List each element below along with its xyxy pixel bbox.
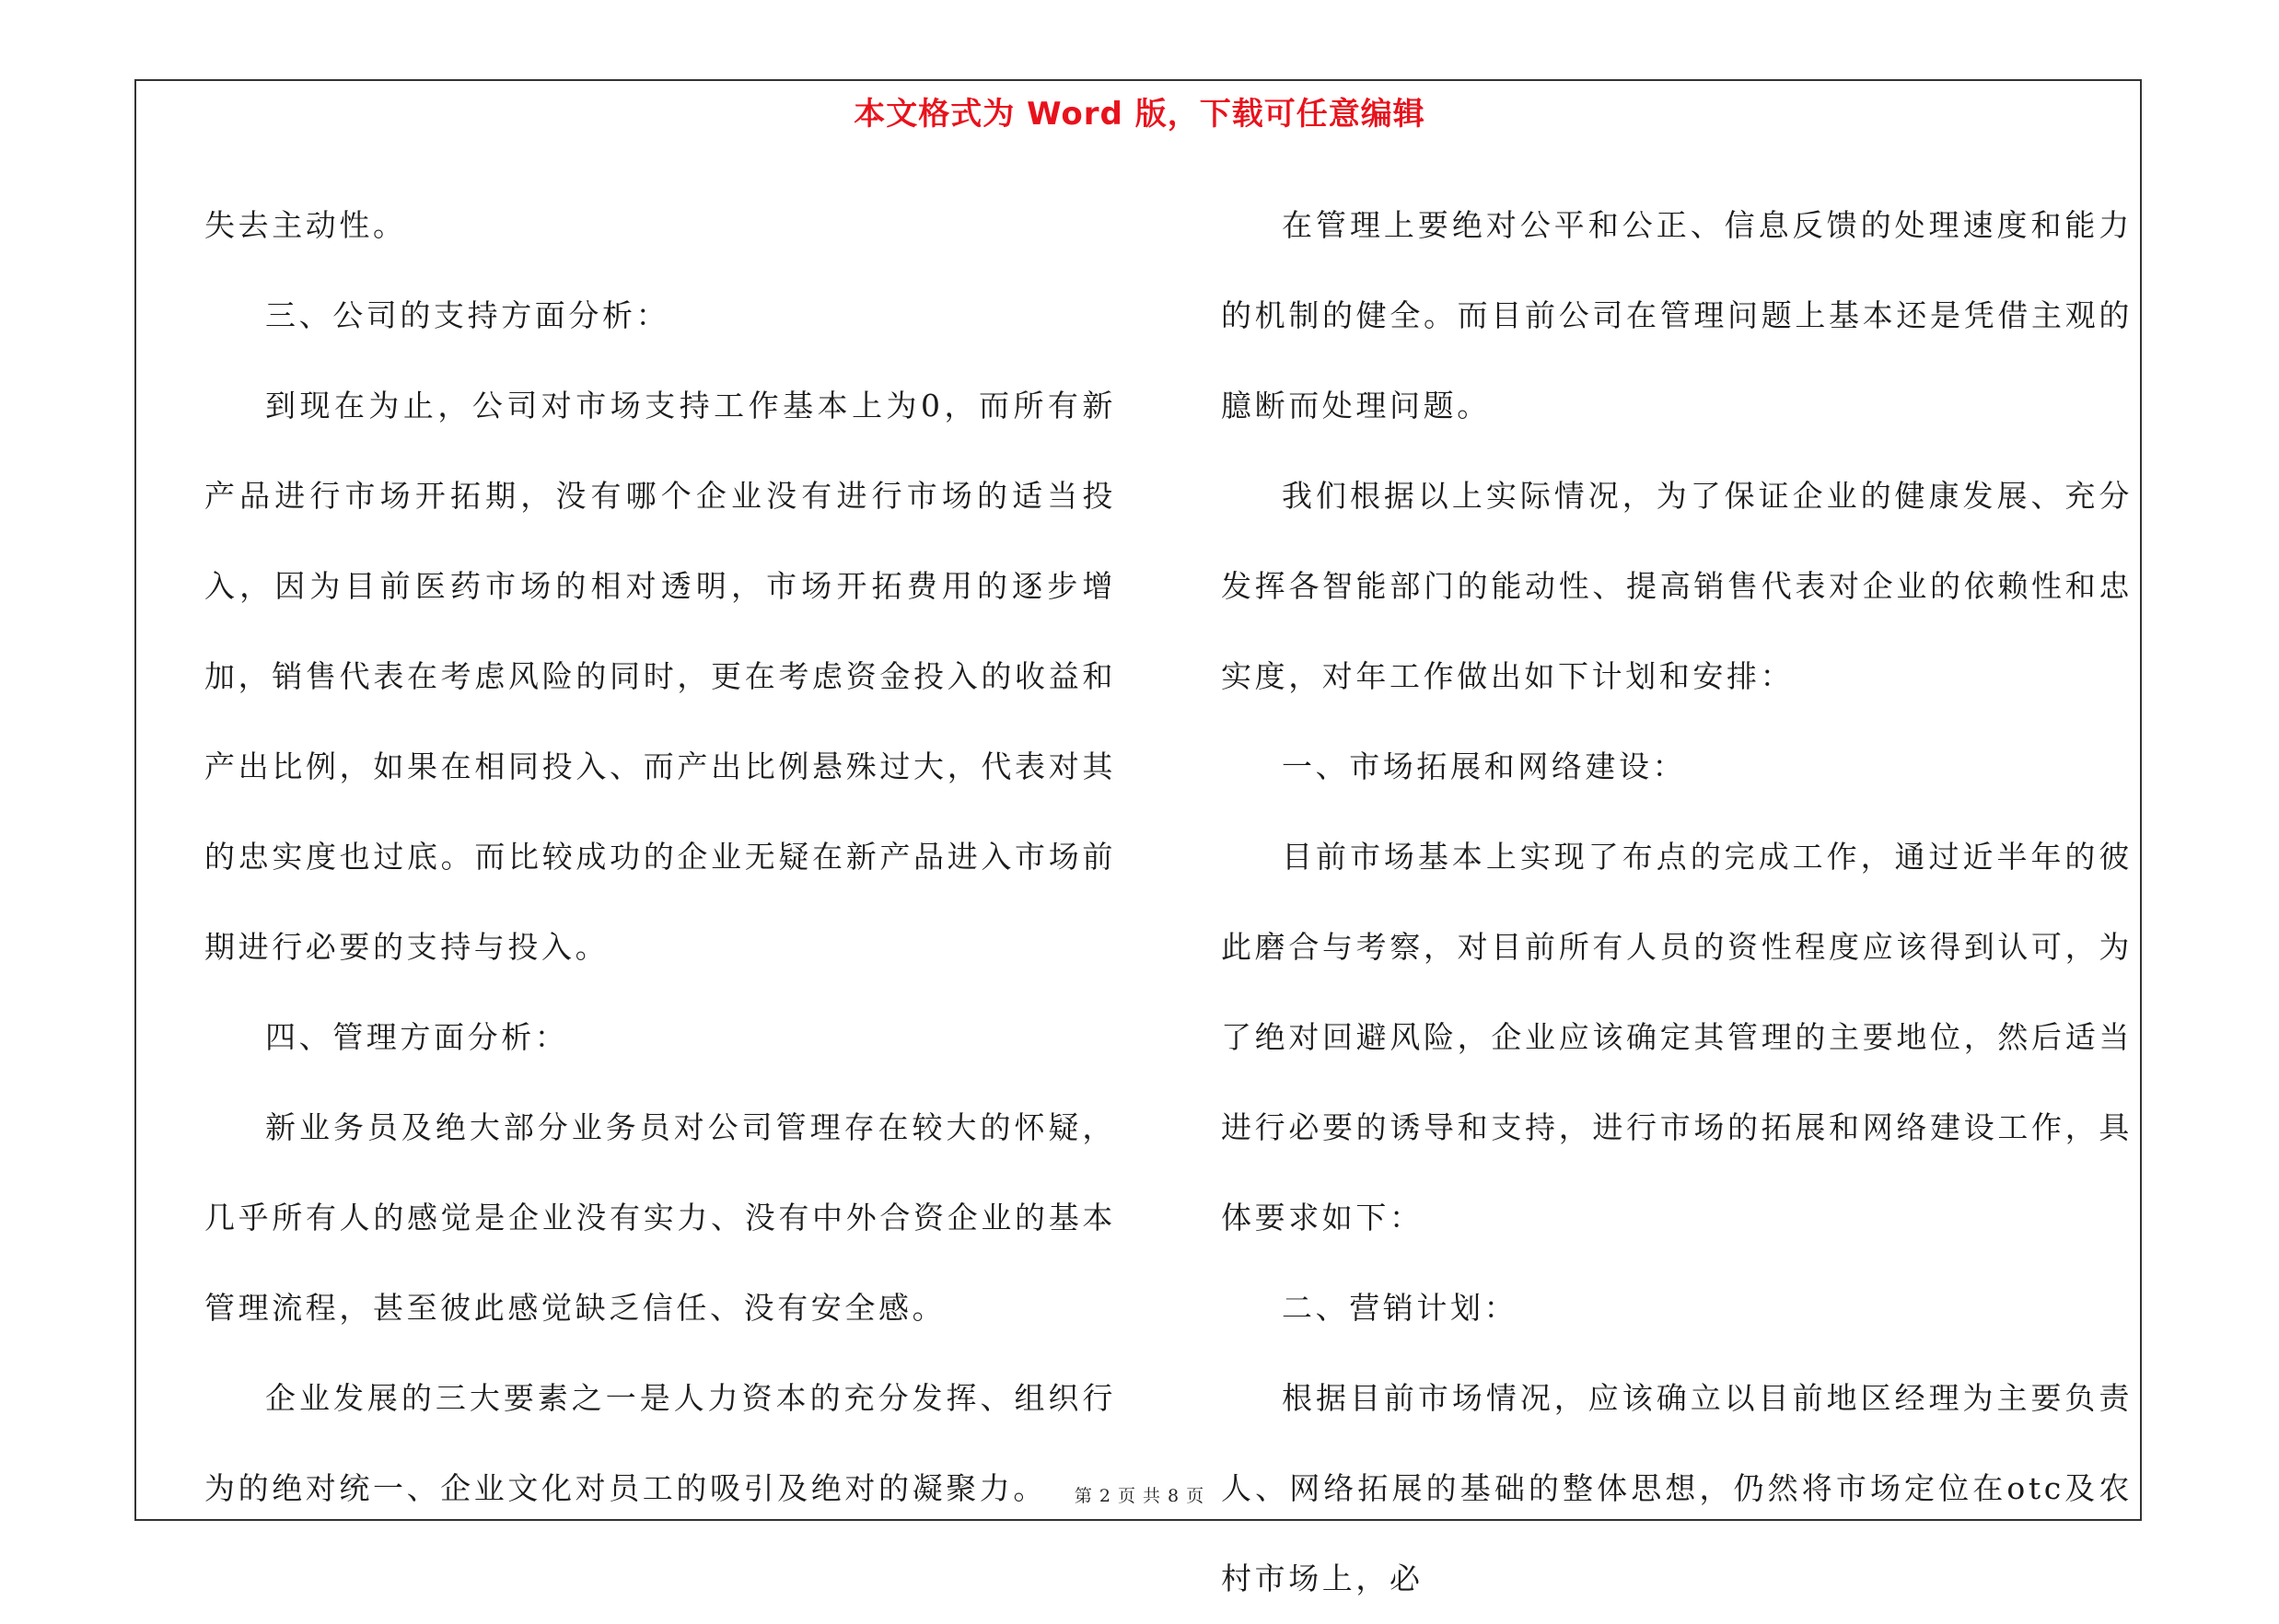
paragraph: 失去主动性。: [204, 207, 407, 243]
paragraph: 企业发展的三大要素之一是人力资本的充分发挥、组织行为的绝对统一、企业文化对员工的吸引及绝对的凝聚力。: [204, 1380, 1116, 1506]
left-column: [204, 180, 1116, 1534]
paragraph: 目前市场基本上实现了布点的完成工作，通过近半年的彼此磨合与考察，对目前所有人员的资性程度应该得到认可，为了绝对回避风险，企业应该确定其管理的主要地位，然后适当进行必要的诱导和支持，进行市场的拓展和网络建设工作，具体要求如下：: [1221, 839, 2133, 1235]
paragraph: 在管理上要绝对公平和公正、信息反馈的处理速度和能力的机制的健全。而目前公司在管理问题上基本还是凭借主观的臆断而处理问题。: [1221, 207, 2133, 423]
paragraph: 新业务员及绝大部分业务员对公司管理存在较大的怀疑，几乎所有人的感觉是企业没有实力、没有中外合资企业的基本管理流程，甚至彼此感觉缺乏信任、没有安全感。: [204, 1109, 1116, 1326]
section-heading: 一、市场拓展和网络建设：: [1282, 748, 1687, 784]
paragraph: 我们根据以上实际情况，为了保证企业的健康发展、充分发挥各智能部门的能动性、提高销售代表对企业的依赖性和忠实度，对年工作做出如下计划和安排：: [1221, 478, 2133, 694]
header-banner: 本文格式为 Word 版，下载可任意编辑: [854, 96, 1425, 133]
paragraph: 到现在为止，公司对市场支持工作基本上为0，而所有新产品进行市场开拓期，没有哪个企业没有进行市场的适当投入，因为目前医药市场的相对透明，市场开拓费用的逐步增加，销售代表在考虑风险的同时，更在考虑资金投入的收益和产出比例，如果在相同投入、而产出比例悬殊过大，代表对其的忠实度也过底。而比较成功的企业无疑在新产品进入市场前期进行必要的支持与投入。: [204, 388, 1116, 965]
right-column: [1221, 180, 2133, 1624]
section-heading: 三、公司的支持方面分析：: [265, 297, 670, 333]
paragraph: 根据目前市场情况，应该确立以目前地区经理为主要负责人、网络拓展的基础的整体思想，仍然将市场定位在otc及农村市场上，必: [1221, 1380, 2133, 1596]
page-number: 第 2 页 共 8 页: [1074, 1486, 1205, 1506]
section-heading: 四、管理方面分析：: [265, 1019, 569, 1055]
section-heading: 二、营销计划：: [1282, 1290, 1518, 1326]
